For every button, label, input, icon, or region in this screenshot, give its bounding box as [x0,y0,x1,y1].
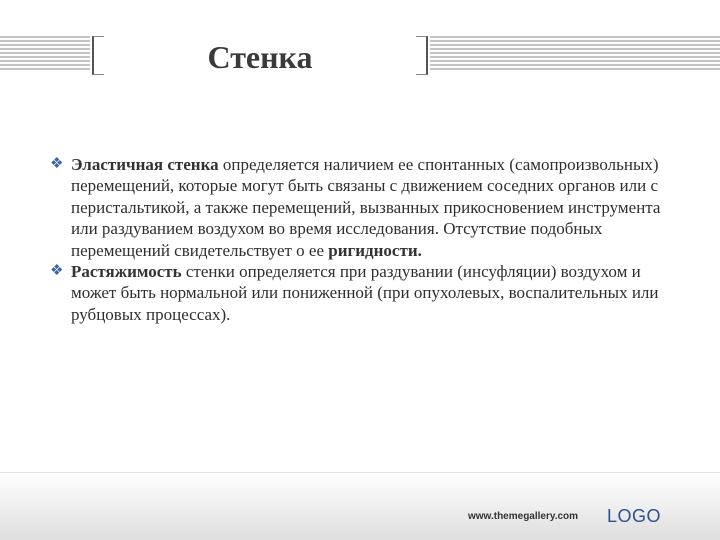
slide-content [50,154,670,325]
bullet-item-elastic-wall [50,154,670,261]
title-right-bracket [416,36,428,75]
footer-url: www.themegallery.com [468,511,579,522]
title-left-bracket [92,36,104,75]
bullet-emphasis-text: ригидности. [328,240,422,260]
footer-logo: LOGO [607,506,662,526]
slide-title: Стенка [207,39,313,75]
bullet-lead-text: Растяжимость [71,262,182,282]
diamond-bullet-icon: ❖ [50,263,64,280]
bullet-body-text: стенки определяется при раздувании (инсуфляции) воздухом и может быть нормальной или пониженной (при опухолевых, воспалительных или рубцовых процессах). [71,262,659,324]
left-stripe-decoration [0,36,90,70]
bullet-lead-text: Эластичная стенка [71,155,219,174]
bullet-body-text: определяется наличием ее спонтанных (самопроизвольных) перемещений, которые могут быть связаны с движением соседних органов или с перистальтикой, а также перемещений, вызванных прикосновением инструмента или раздуванием воздухом во время исследования. Отсутствие подобных перемещений свидетельствует о ее [71,155,661,260]
right-stripe-decoration [430,36,720,70]
diamond-bullet-icon: ❖ [50,156,64,172]
bullet-item-distensibility [50,261,670,325]
